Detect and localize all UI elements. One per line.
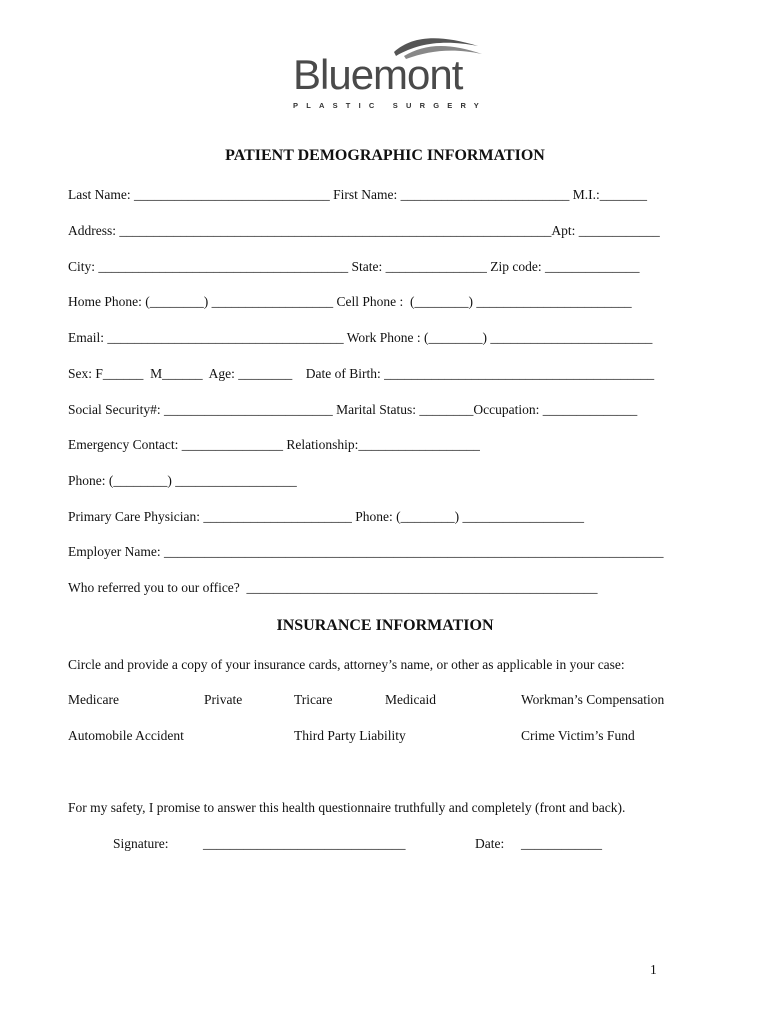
form-line-text: Who referred you to our office? ____________________________________________________ (68, 580, 598, 595)
signature-label: Signature: (113, 836, 169, 851)
form-line-text: Sex: F______ M______ Age: ________ Date of Birth: ________________________________________ (68, 366, 655, 381)
emergency-contact-line (68, 438, 480, 452)
date-line: ____________ (521, 836, 602, 851)
option-automobile-accident: Automobile Accident (68, 728, 184, 743)
form-line-text: Phone: (________) __________________ (68, 473, 297, 488)
emergency-phone-line (68, 474, 297, 488)
option-workmans-compensation: Workman’s Compensation (521, 692, 665, 707)
option-medicare: Medicare (68, 692, 119, 707)
home-cell-phone-line (68, 295, 632, 309)
insurance-instruction: Circle and provide a copy of your insurance cards, attorney’s name, or other as applicable in your case: (68, 657, 625, 672)
option-medicaid: Medicaid (385, 692, 436, 707)
last-first-mi-line (68, 188, 647, 202)
form-line-text: Email: ___________________________________ Work Phone : (________) ________________________ (68, 330, 653, 345)
option-crime-victims-fund: Crime Victim’s Fund (521, 728, 635, 743)
form-line-text: Primary Care Physician: ______________________ Phone: (________) __________________ (68, 509, 584, 524)
option-third-party-liability: Third Party Liability (294, 728, 406, 743)
date-label: Date: (475, 836, 505, 851)
insurance-heading: INSURANCE INFORMATION (276, 617, 494, 634)
form-line-text: Employer Name: __________________________________________________________________________ (68, 544, 664, 559)
ssn-marital-occupation-line (68, 403, 637, 417)
email-work-phone-line (68, 331, 652, 345)
primary-care-physician-line (68, 510, 584, 524)
referral-line (68, 581, 598, 595)
bluemont-logo (290, 32, 490, 112)
demographic-heading: PATIENT DEMOGRAPHIC INFORMATION (225, 147, 545, 164)
city-state-zip-line (68, 260, 639, 274)
logo-wordmark: Bluemont (293, 51, 463, 98)
option-tricare: Tricare (294, 692, 333, 707)
form-line-text: Social Security#: _________________________ Marital Status: ________Occupation: ______________ (68, 402, 638, 417)
form-line-text: Address: ________________________________________________________________Apt: ____________ (68, 223, 660, 238)
form-line-text: Home Phone: (________) __________________ Cell Phone : (________) _______________________ (68, 294, 632, 309)
attestation-text: For my safety, I promise to answer this health questionnaire truthfully and completely (front and back). (68, 800, 626, 815)
page-number: 1 (650, 962, 657, 977)
signature-line: ______________________________ (203, 836, 406, 851)
employer-name-line (68, 545, 663, 559)
sex-age-dob-line (68, 367, 654, 381)
option-private: Private (204, 692, 243, 707)
logo-tagline: PLASTIC SURGERY (293, 101, 487, 110)
form-line-text: City: _____________________________________ State: _______________ Zip code: ______________ (68, 259, 640, 274)
form-line-text: Emergency Contact: _______________ Relationship:__________________ (68, 437, 480, 452)
form-line-text: Last Name: _____________________________ First Name: _________________________ M.I.:_______ (68, 187, 647, 202)
address-line (68, 224, 660, 238)
